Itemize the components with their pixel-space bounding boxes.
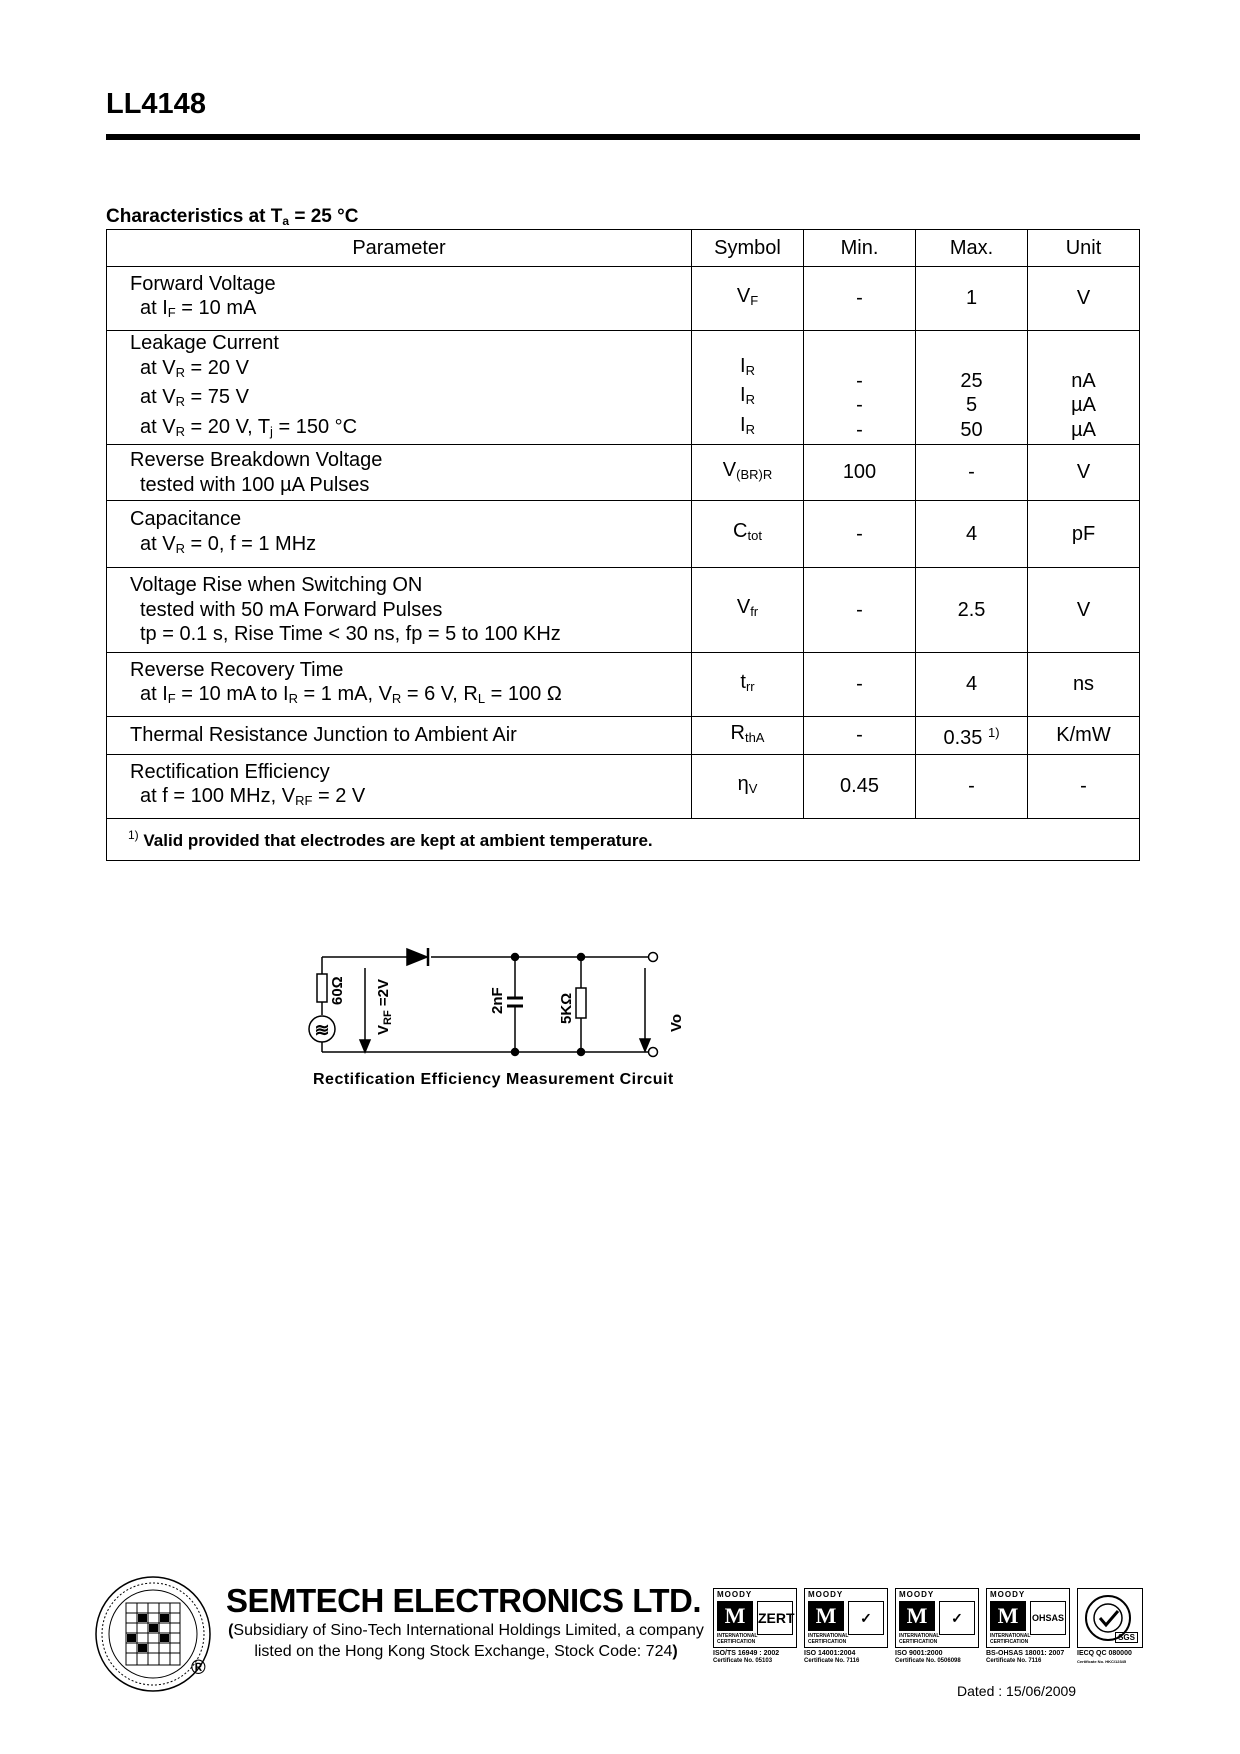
min-cell: 100 — [804, 445, 916, 501]
symbol-cell: $I_R$ $I_R$ $I_R$ — [692, 331, 804, 445]
column-header-parameter: Parameter — [107, 230, 692, 267]
max-cell: - — [916, 755, 1028, 819]
capacitor-2nf-label: 2nF — [489, 987, 506, 1014]
company-subsidiary-note: (Subsidiary of Sino-Tech International Holdings Limited, a company listed on the Hong Kong Stock Exchange, Stock Code: 724) — [228, 1622, 704, 1660]
circuit-caption: Rectification Efficiency Measurement Circuit — [313, 1071, 674, 1088]
parameter-cell: Forward Voltage at $I_F = 10$ mA — [107, 267, 692, 331]
output-terminal — [649, 1048, 658, 1057]
symbol-cell: $t_{rr}$ — [692, 653, 804, 717]
resistor-60ohm-label: 60Ω — [329, 976, 346, 1005]
unit-cell: pF — [1028, 501, 1140, 568]
capacitor-2nf-symbol — [507, 998, 523, 1006]
moody-logo-icon: M — [808, 1601, 844, 1631]
column-header-symbol: Symbol — [692, 230, 804, 267]
parameter-cell: Thermal Resistance Junction to Ambient Air — [107, 717, 692, 755]
max-cell: 4 — [916, 501, 1028, 568]
document-title: LL4148 — [106, 88, 206, 120]
output-voltage-label: Vo — [668, 1013, 685, 1032]
certification-badge-bs-ohsas-18001: MOODY M OHSAS INTERNATIONAL CERTIFICATION BS-OHSAS 18001: 2007 Certificate No. 7116 — [986, 1588, 1070, 1665]
certification-badge-iso-ts-16949: MOODY M ZERT INTERNATIONAL CERTIFICATION ISO/TS 16949 : 2002 Certificate No. 05103 — [713, 1588, 797, 1665]
moody-logo-icon: M — [717, 1601, 753, 1631]
column-header-unit: Unit — [1028, 230, 1140, 267]
max-cell: - — [916, 445, 1028, 501]
symbol-cell: $V_{fr}$ — [692, 568, 804, 653]
section-heading: Characteristics at $T_a = 25$ °C — [106, 206, 359, 228]
certification-badge-iso-14001: MOODY M ✓ INTERNATIONAL CERTIFICATION ISO 14001:2004 Certificate No. 7116 — [804, 1588, 888, 1665]
moody-logo-icon: M — [899, 1601, 935, 1631]
table-row-thermal-resistance — [107, 717, 1140, 755]
symbol-cell: $R_{thA}$ — [692, 717, 804, 755]
unit-cell: nA µA µA — [1028, 331, 1140, 445]
max-cell: 2.5 — [916, 568, 1028, 653]
table-header-row — [107, 230, 1140, 267]
column-header-min: Min. — [804, 230, 916, 267]
max-cell: 0.35 $^{1)}$ — [916, 717, 1028, 755]
certification-badge-iso-9001: MOODY M ✓ INTERNATIONAL CERTIFICATION ISO 9001:2000 Certificate No. 0506098 — [895, 1588, 979, 1665]
unit-cell: V — [1028, 445, 1140, 501]
parameter-cell: Leakage Current at $V_R = 20$ V at $V_R = 75$ V at $V_R = 20$ V, $T_j = 150$ °C — [107, 331, 692, 445]
symbol-cell: $C_{tot}$ — [692, 501, 804, 568]
parameter-cell: Capacitance at $V_R = 0$, f = 1 MHz — [107, 501, 692, 568]
resistor-5k-label: 5KΩ — [558, 992, 575, 1024]
unit-cell: ns — [1028, 653, 1140, 717]
table-row-reverse-breakdown — [107, 445, 1140, 501]
resistor-60ohm-symbol — [317, 974, 327, 1002]
footnote: $^{1)}$ Valid provided that electrodes are kept at ambient temperature. — [107, 819, 1140, 861]
parameter-cell: Reverse Recovery Time at $I_F = 10$ mA to $I_R = 1$ mA, $V_R = 6$ V, $R_L = 100$ Ω — [107, 653, 692, 717]
symbol-cell: $V_{(BR)R}$ — [692, 445, 804, 501]
min-cell: - — [804, 568, 916, 653]
parameter-cell: Rectification Efficiency at f = 100 MHz, $V_{RF} = 2$ V — [107, 755, 692, 819]
characteristics-table — [106, 229, 1140, 861]
min-cell: - — [804, 267, 916, 331]
unit-cell: V — [1028, 267, 1140, 331]
min-cell: 0.45 — [804, 755, 916, 819]
min-cell: - - - — [804, 331, 916, 445]
certification-badge-iecq: SGS IECQ QC 080000 Certificate No. HKC/12345 — [1077, 1588, 1143, 1665]
unit-cell: K/mW — [1028, 717, 1140, 755]
output-terminal — [649, 953, 658, 962]
parameter-cell: Voltage Rise when Switching ON tested with 50 mA Forward Pulses tp = 0.1 s, Rise Time < 30 ns, fp = 5 to 100 KHz — [107, 568, 692, 653]
moody-logo-icon: M — [990, 1601, 1026, 1631]
unit-cell: V — [1028, 568, 1140, 653]
parameter-cell: Reverse Breakdown Voltage tested with 100 µA Pulses — [107, 445, 692, 501]
vrf-label: $V_{RF} =2V$ — [375, 979, 394, 1035]
title-rule — [106, 134, 1140, 140]
resistor-5k-symbol — [576, 988, 586, 1018]
symbol-cell: $V_F$ — [692, 267, 804, 331]
ukas-check-icon: ✓ — [848, 1601, 884, 1635]
diode-symbol — [407, 948, 428, 966]
table-row-leakage-current — [107, 331, 1140, 445]
table-row-rectification — [107, 755, 1140, 819]
table-row-forward-voltage — [107, 267, 1140, 331]
registered-trademark-mark: ® — [191, 1657, 206, 1679]
ukas-check-icon: ✓ — [939, 1601, 975, 1635]
min-cell: - — [804, 653, 916, 717]
table-row-voltage-rise — [107, 568, 1140, 653]
table-row-reverse-recovery — [107, 653, 1140, 717]
min-cell: - — [804, 501, 916, 568]
table-row-capacitance — [107, 501, 1140, 568]
symbol-cell: $\eta_V$ — [692, 755, 804, 819]
unit-cell: - — [1028, 755, 1140, 819]
max-cell: 25 5 50 — [916, 331, 1028, 445]
document-date: Dated : 15/06/2009 — [957, 1683, 1077, 1699]
company-name: SEMTECH ELECTRONICS LTD. — [226, 1582, 702, 1619]
max-cell: 1 — [916, 267, 1028, 331]
column-header-max: Max. — [916, 230, 1028, 267]
ac-source-glyph: ≋ — [314, 1020, 330, 1040]
max-cell: 4 — [916, 653, 1028, 717]
min-cell: - — [804, 717, 916, 755]
measurement-circuit-diagram — [300, 940, 700, 1065]
table-footnote-row — [107, 819, 1140, 861]
